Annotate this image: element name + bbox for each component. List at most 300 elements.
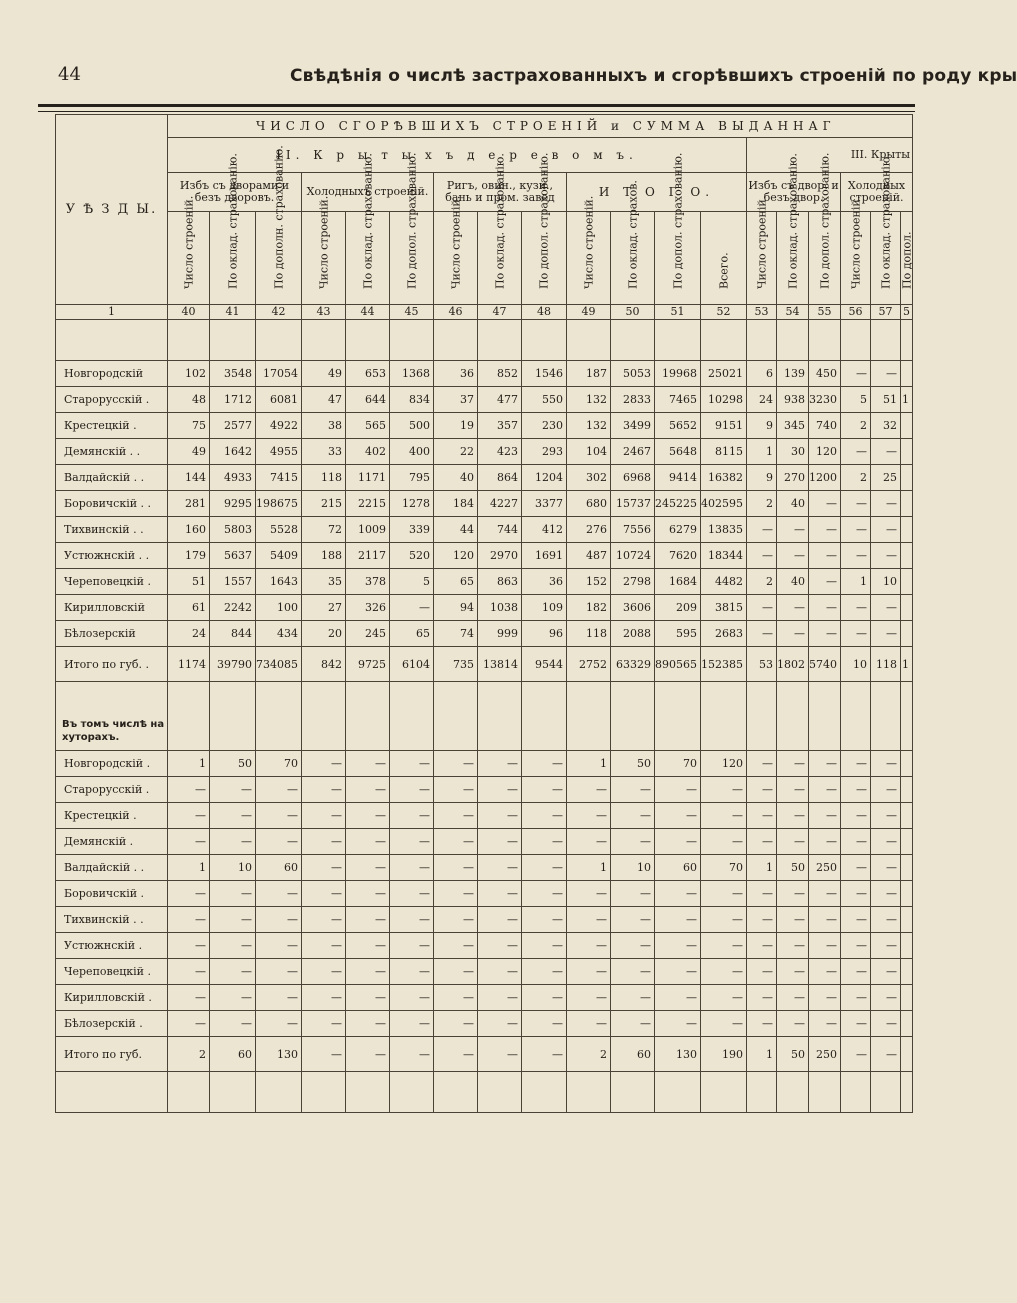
- table-cell: —: [809, 777, 841, 803]
- table-cell: —: [841, 543, 871, 569]
- khutor-row: [56, 777, 913, 803]
- uezd-name: Устюжнскій .: [56, 933, 168, 959]
- khutor-row: [56, 985, 913, 1011]
- table-cell: 4933: [210, 465, 256, 491]
- table-cell: —: [478, 777, 522, 803]
- table-cell: —: [701, 907, 747, 933]
- table-cell: —: [346, 907, 390, 933]
- table-cell: —: [346, 959, 390, 985]
- table-cell: [901, 1037, 913, 1072]
- table-cell: 13814: [478, 647, 522, 682]
- table-cell: 50: [210, 751, 256, 777]
- table-cell: 8115: [701, 439, 747, 465]
- col-header: [210, 153, 256, 305]
- table-cell: —: [655, 1011, 701, 1037]
- table-cell: —: [841, 881, 871, 907]
- col-header-label: Всего.: [717, 252, 730, 289]
- table-cell: —: [210, 881, 256, 907]
- col-header: [256, 145, 302, 305]
- table-cell: —: [809, 881, 841, 907]
- table-cell: —: [390, 803, 434, 829]
- table-cell: [901, 361, 913, 387]
- table-cell: —: [655, 777, 701, 803]
- page-title: Свѣдѣнія о числѣ застрахованныхъ и сгорѣвшихъ строеній по роду кры: [290, 66, 1017, 86]
- table-cell: —: [346, 803, 390, 829]
- sub-izby: Избъ съ дворами и безъ дворовъ.: [168, 173, 302, 212]
- table-cell: 75: [168, 413, 210, 439]
- uezd-name: Итого по губ.: [56, 1037, 168, 1072]
- table-cell: —: [478, 933, 522, 959]
- table-cell: 10: [871, 569, 901, 595]
- col-number: 57: [871, 305, 901, 320]
- top-group-header: ЧИСЛО СГОРѢВШИХЪ СТРОЕНІЙ и СУММА ВЫДАННАГ: [168, 115, 913, 138]
- table-cell: —: [777, 829, 809, 855]
- table-cell: 2833: [611, 387, 655, 413]
- table-cell: —: [210, 959, 256, 985]
- table-cell: —: [777, 933, 809, 959]
- table-cell: 2117: [346, 543, 390, 569]
- table-cell: 96: [522, 621, 567, 647]
- table-cell: —: [871, 517, 901, 543]
- table-cell: 5803: [210, 517, 256, 543]
- group3-header: III. Крыты: [747, 138, 913, 173]
- table-cell: —: [522, 1011, 567, 1037]
- table-cell: 3606: [611, 595, 655, 621]
- table-cell: 4482: [701, 569, 747, 595]
- table-cell: —: [168, 829, 210, 855]
- table-cell: 2752: [567, 647, 611, 682]
- table-cell: —: [346, 829, 390, 855]
- table-cell: —: [434, 751, 478, 777]
- table-cell: 250: [809, 855, 841, 881]
- table-cell: 10298: [701, 387, 747, 413]
- col-number: 55: [809, 305, 841, 320]
- table-cell: 434: [256, 621, 302, 647]
- table-cell: —: [168, 881, 210, 907]
- table-cell: 1278: [390, 491, 434, 517]
- col-header-label: По оклад. страхованію.: [879, 153, 892, 289]
- table-cell: 118: [302, 465, 346, 491]
- table-cell: —: [809, 543, 841, 569]
- table-cell: 744: [478, 517, 522, 543]
- table-cell: —: [302, 1037, 346, 1072]
- table-cell: 245: [346, 621, 390, 647]
- table-cell: —: [390, 595, 434, 621]
- table-cell: —: [809, 829, 841, 855]
- table-cell: —: [346, 777, 390, 803]
- table-cell: 230: [522, 413, 567, 439]
- table-cell: —: [809, 959, 841, 985]
- table-cell: 402: [346, 439, 390, 465]
- table-cell: 50: [777, 1037, 809, 1072]
- col-header-label: По допол. страхованію.: [405, 152, 418, 289]
- table-cell: 160: [168, 517, 210, 543]
- col-header: [390, 152, 434, 305]
- table-cell: [901, 803, 913, 829]
- table-cell: 60: [210, 1037, 256, 1072]
- table-row: [56, 387, 913, 413]
- table-cell: 1642: [210, 439, 256, 465]
- table-cell: —: [346, 933, 390, 959]
- table-row: [56, 491, 913, 517]
- table-cell: 999: [478, 621, 522, 647]
- table-cell: —: [701, 985, 747, 1011]
- table-cell: —: [478, 829, 522, 855]
- uezd-name: Бѣлозерскій: [56, 621, 168, 647]
- table-cell: —: [871, 985, 901, 1011]
- table-cell: [901, 985, 913, 1011]
- table-cell: 5: [390, 569, 434, 595]
- table-cell: —: [777, 777, 809, 803]
- table-cell: 345: [777, 413, 809, 439]
- table-cell: 1: [901, 387, 913, 413]
- table-cell: —: [567, 907, 611, 933]
- table-row: [56, 543, 913, 569]
- table-cell: 9414: [655, 465, 701, 491]
- table-cell: 7415: [256, 465, 302, 491]
- table-cell: [901, 439, 913, 465]
- table-cell: 70: [256, 751, 302, 777]
- table-cell: —: [390, 985, 434, 1011]
- table-row: [56, 361, 913, 387]
- table-cell: —: [841, 595, 871, 621]
- sub-rig: Ригъ, овин., кузн., бань и пром. завед: [434, 173, 567, 212]
- col-header: [346, 153, 390, 305]
- table-cell: 9544: [522, 647, 567, 682]
- table-cell: —: [522, 959, 567, 985]
- table-cell: [901, 543, 913, 569]
- table-cell: [901, 569, 913, 595]
- table-cell: —: [841, 361, 871, 387]
- table-cell: —: [809, 985, 841, 1011]
- table-cell: 38: [302, 413, 346, 439]
- table-cell: —: [346, 1037, 390, 1072]
- table-cell: 3499: [611, 413, 655, 439]
- table-cell: —: [522, 881, 567, 907]
- table-cell: —: [747, 543, 777, 569]
- table-cell: [901, 829, 913, 855]
- table-cell: —: [841, 517, 871, 543]
- table-cell: 70: [655, 751, 701, 777]
- col-header: [522, 152, 567, 305]
- uezd-name: Череповецкій .: [56, 569, 168, 595]
- table-cell: —: [478, 1011, 522, 1037]
- spacer-row: [56, 320, 913, 361]
- table-cell: —: [747, 985, 777, 1011]
- uezd-name: Валдайскій . .: [56, 465, 168, 491]
- table-cell: 844: [210, 621, 256, 647]
- table-cell: 9295: [210, 491, 256, 517]
- table-cell: —: [302, 777, 346, 803]
- table-cell: [901, 595, 913, 621]
- total-row: [56, 647, 913, 682]
- table-cell: 72: [302, 517, 346, 543]
- table-cell: —: [841, 751, 871, 777]
- table-row: [56, 517, 913, 543]
- col-header-label: По допол. страхованію.: [671, 152, 684, 289]
- table-cell: 109: [522, 595, 567, 621]
- table-cell: 5: [841, 387, 871, 413]
- table-cell: 477: [478, 387, 522, 413]
- col-number: 41: [210, 305, 256, 320]
- table-cell: 152385: [701, 647, 747, 682]
- table-cell: —: [390, 881, 434, 907]
- table-cell: —: [434, 855, 478, 881]
- col-number: 51: [655, 305, 701, 320]
- table-cell: —: [871, 803, 901, 829]
- table-cell: —: [256, 803, 302, 829]
- table-cell: 5528: [256, 517, 302, 543]
- table-cell: —: [701, 933, 747, 959]
- table-cell: 40: [434, 465, 478, 491]
- table-cell: —: [747, 595, 777, 621]
- table-cell: 6279: [655, 517, 701, 543]
- table-cell: —: [611, 777, 655, 803]
- col-header-label: Число строеній.: [449, 195, 462, 289]
- table-cell: —: [522, 803, 567, 829]
- table-cell: —: [747, 803, 777, 829]
- table-cell: 2242: [210, 595, 256, 621]
- table-cell: —: [611, 933, 655, 959]
- table-cell: 795: [390, 465, 434, 491]
- table-cell: —: [871, 491, 901, 517]
- table-cell: 1368: [390, 361, 434, 387]
- table-cell: —: [655, 803, 701, 829]
- table-cell: 13835: [701, 517, 747, 543]
- table-cell: —: [302, 959, 346, 985]
- table-cell: 132: [567, 387, 611, 413]
- table-cell: —: [777, 907, 809, 933]
- col-header: [777, 153, 809, 305]
- uezd-name: Крестецкій .: [56, 803, 168, 829]
- table-cell: 1: [168, 855, 210, 881]
- table-cell: —: [809, 803, 841, 829]
- table-cell: —: [777, 803, 809, 829]
- table-cell: —: [567, 1011, 611, 1037]
- table-cell: —: [302, 829, 346, 855]
- table-cell: 3230: [809, 387, 841, 413]
- col-number: 1: [56, 305, 168, 320]
- col-header: [701, 212, 747, 305]
- table-cell: 120: [701, 751, 747, 777]
- table-cell: 7556: [611, 517, 655, 543]
- table-cell: 270: [777, 465, 809, 491]
- table-cell: 32: [871, 413, 901, 439]
- table-cell: —: [809, 621, 841, 647]
- table-cell: 4955: [256, 439, 302, 465]
- table-cell: —: [611, 959, 655, 985]
- table-cell: —: [747, 517, 777, 543]
- table-cell: [901, 959, 913, 985]
- table-cell: 190: [701, 1037, 747, 1072]
- col-number: 42: [256, 305, 302, 320]
- sub-izby-3: Избъ съ двор. и безъ двор.: [747, 173, 841, 212]
- table-cell: 653: [346, 361, 390, 387]
- table-cell: 7465: [655, 387, 701, 413]
- uezd-name: Тихвинскій . .: [56, 517, 168, 543]
- table-cell: —: [871, 933, 901, 959]
- table-cell: —: [871, 439, 901, 465]
- table-cell: —: [871, 855, 901, 881]
- table-cell: 94: [434, 595, 478, 621]
- table-cell: 9151: [701, 413, 747, 439]
- table-cell: 130: [256, 1037, 302, 1072]
- table-cell: 5409: [256, 543, 302, 569]
- col-number: 53: [747, 305, 777, 320]
- col-header-label: По допол. страхованію.: [537, 152, 551, 289]
- khutor-row: [56, 881, 913, 907]
- table-cell: —: [871, 829, 901, 855]
- table-cell: 9: [747, 465, 777, 491]
- table-cell: 10724: [611, 543, 655, 569]
- col-header: [478, 153, 522, 305]
- table-cell: —: [567, 933, 611, 959]
- table-cell: —: [168, 907, 210, 933]
- col-number: 47: [478, 305, 522, 320]
- table-cell: —: [434, 959, 478, 985]
- uezd-name: Боровичскій .: [56, 881, 168, 907]
- table-cell: 339: [390, 517, 434, 543]
- table-cell: —: [168, 803, 210, 829]
- col-number: 52: [701, 305, 747, 320]
- col-header-label: По оклад. страхованію.: [786, 153, 799, 289]
- table-cell: 1712: [210, 387, 256, 413]
- table-cell: —: [168, 1011, 210, 1037]
- table-cell: [901, 933, 913, 959]
- table-cell: 6: [747, 361, 777, 387]
- table-cell: —: [841, 933, 871, 959]
- table-cell: —: [302, 803, 346, 829]
- table-cell: 5648: [655, 439, 701, 465]
- spacer-row: [56, 1072, 913, 1113]
- table-cell: —: [478, 1037, 522, 1072]
- table-cell: 30: [777, 439, 809, 465]
- table-cell: —: [210, 777, 256, 803]
- table-cell: 2: [841, 465, 871, 491]
- group2-header: II. К р ы т ы х ъ д е р е в о м ъ.: [168, 138, 747, 173]
- col-header-label: По оклад. страхованію.: [361, 153, 374, 289]
- table-cell: —: [302, 881, 346, 907]
- table-cell: 10: [611, 855, 655, 881]
- table-cell: —: [871, 595, 901, 621]
- table-cell: —: [390, 907, 434, 933]
- table-cell: 10: [841, 647, 871, 682]
- khutor-row: [56, 907, 913, 933]
- table-cell: —: [346, 855, 390, 881]
- table-cell: —: [655, 907, 701, 933]
- table-cell: 2577: [210, 413, 256, 439]
- table-cell: 215: [302, 491, 346, 517]
- col-header-label: Число строеній.: [182, 195, 195, 289]
- col-header: [747, 195, 777, 305]
- col-header-label: По допол.: [900, 231, 913, 289]
- table-cell: —: [522, 985, 567, 1011]
- col-header-label: Число строеній.: [755, 195, 768, 289]
- table-cell: 852: [478, 361, 522, 387]
- table-cell: 2970: [478, 543, 522, 569]
- table-cell: —: [841, 959, 871, 985]
- table-cell: 245225: [655, 491, 701, 517]
- khutor-row: [56, 959, 913, 985]
- khutor-total-row: [56, 1037, 913, 1072]
- table-cell: 302: [567, 465, 611, 491]
- table-cell: 18344: [701, 543, 747, 569]
- table-cell: 53: [747, 647, 777, 682]
- table-cell: —: [809, 1011, 841, 1037]
- table-cell: 152: [567, 569, 611, 595]
- table-cell: —: [871, 1037, 901, 1072]
- khutor-row: [56, 933, 913, 959]
- table-cell: 50: [777, 855, 809, 881]
- table-cell: 120: [809, 439, 841, 465]
- table-cell: —: [256, 1011, 302, 1037]
- table-cell: 15737: [611, 491, 655, 517]
- table-cell: —: [522, 855, 567, 881]
- table-cell: —: [701, 803, 747, 829]
- table-cell: —: [655, 933, 701, 959]
- col-number: 46: [434, 305, 478, 320]
- table-cell: 120: [434, 543, 478, 569]
- table-cell: —: [841, 907, 871, 933]
- table-cell: 118: [567, 621, 611, 647]
- table-cell: —: [522, 1037, 567, 1072]
- table-cell: —: [841, 985, 871, 1011]
- table-cell: 595: [655, 621, 701, 647]
- khutor-row: [56, 1011, 913, 1037]
- table-cell: —: [777, 1011, 809, 1037]
- table-cell: 3377: [522, 491, 567, 517]
- table-cell: —: [522, 933, 567, 959]
- col-number: 48: [522, 305, 567, 320]
- table-cell: 65: [390, 621, 434, 647]
- table-cell: 2: [841, 413, 871, 439]
- uezd-name: Старорусскій .: [56, 777, 168, 803]
- table-cell: —: [168, 933, 210, 959]
- table-cell: —: [256, 933, 302, 959]
- table-cell: 184: [434, 491, 478, 517]
- table-cell: 130: [655, 1037, 701, 1072]
- uezd-name: Кирилловскій .: [56, 985, 168, 1011]
- table-cell: 5652: [655, 413, 701, 439]
- khutor-row: [56, 855, 913, 881]
- table-cell: 326: [346, 595, 390, 621]
- table-cell: 378: [346, 569, 390, 595]
- table-cell: 281: [168, 491, 210, 517]
- table-cell: —: [168, 985, 210, 1011]
- table-cell: 6081: [256, 387, 302, 413]
- table-cell: 565: [346, 413, 390, 439]
- table-cell: 33: [302, 439, 346, 465]
- table-cell: 1204: [522, 465, 567, 491]
- table-cell: 2: [747, 491, 777, 517]
- uezd-name: Демянскій .: [56, 829, 168, 855]
- table-cell: 24: [168, 621, 210, 647]
- table-cell: 863: [478, 569, 522, 595]
- table-cell: —: [655, 829, 701, 855]
- table-cell: 102: [168, 361, 210, 387]
- col-header: [434, 195, 478, 305]
- table-cell: —: [346, 1011, 390, 1037]
- table-cell: —: [434, 1037, 478, 1072]
- table-cell: —: [747, 907, 777, 933]
- table-cell: —: [390, 933, 434, 959]
- table-cell: 250: [809, 1037, 841, 1072]
- uezd-name: Новгородскій: [56, 361, 168, 387]
- table-cell: —: [841, 829, 871, 855]
- col-header-label: По оклад. страхов.: [626, 180, 639, 289]
- table-cell: —: [210, 985, 256, 1011]
- table-cell: —: [434, 829, 478, 855]
